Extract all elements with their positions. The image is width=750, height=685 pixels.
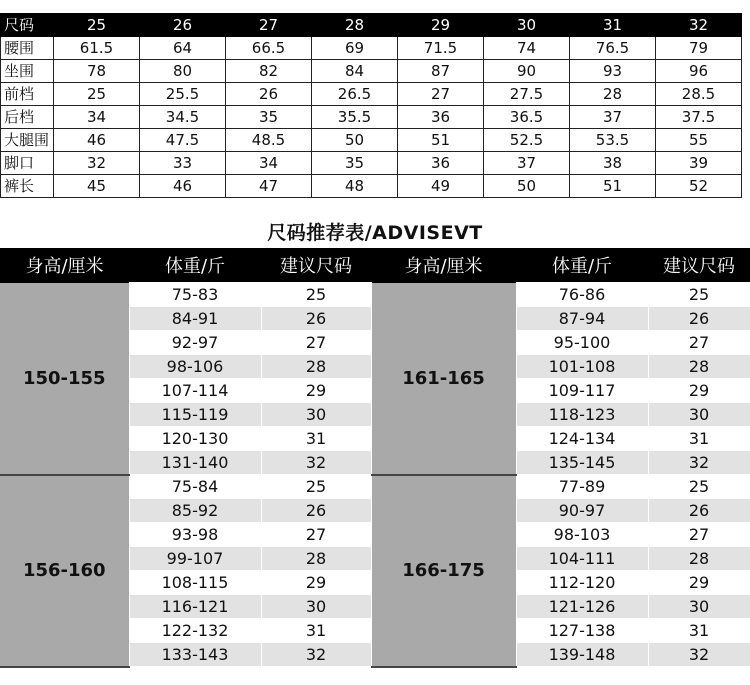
weight-range: 127-138 — [516, 619, 648, 643]
size-header-cell: 31 — [570, 14, 656, 37]
weight-range: 98-106 — [129, 355, 261, 379]
suggested-size: 26 — [261, 499, 371, 523]
measurement-value: 28 — [570, 83, 656, 106]
measurement-value: 96 — [656, 60, 742, 83]
measurement-value: 27 — [398, 83, 484, 106]
suggested-size: 25 — [261, 475, 371, 499]
measurement-value: 26 — [226, 83, 312, 106]
measurement-value: 78 — [54, 60, 140, 83]
suggested-size: 31 — [648, 619, 750, 643]
measurement-value: 87 — [398, 60, 484, 83]
suggested-size: 25 — [648, 475, 750, 499]
size-header-cell: 29 — [398, 14, 484, 37]
measurement-value: 32 — [54, 152, 140, 175]
suggested-size: 29 — [648, 379, 750, 403]
height-range-right: 161-165 — [371, 283, 516, 475]
measurement-value: 34 — [226, 152, 312, 175]
suggested-size: 27 — [261, 331, 371, 355]
measurement-value: 90 — [484, 60, 570, 83]
suggested-size: 27 — [648, 523, 750, 547]
measurement-value: 28.5 — [656, 83, 742, 106]
weight-range: 139-148 — [516, 643, 648, 667]
measurement-row — [1, 60, 742, 83]
weight-range: 131-140 — [129, 451, 261, 475]
measurement-value: 35.5 — [312, 106, 398, 129]
weight-range: 135-145 — [516, 451, 648, 475]
weight-range: 133-143 — [129, 643, 261, 667]
measurement-row — [1, 83, 742, 106]
suggested-size: 30 — [648, 595, 750, 619]
measurement-value: 80 — [140, 60, 226, 83]
suggested-size: 32 — [648, 451, 750, 475]
recommendation-body — [0, 283, 750, 667]
header-size-right: 建议尺码 — [648, 248, 750, 283]
suggested-size: 30 — [261, 403, 371, 427]
weight-range: 121-126 — [516, 595, 648, 619]
measurement-label: 腰围 — [1, 37, 54, 60]
suggested-size: 31 — [261, 619, 371, 643]
weight-range: 124-134 — [516, 427, 648, 451]
measurement-value: 36 — [398, 152, 484, 175]
size-header-cell: 25 — [54, 14, 140, 37]
suggested-size: 30 — [261, 595, 371, 619]
measurement-value: 53.5 — [570, 129, 656, 152]
measurement-value: 46 — [140, 175, 226, 198]
measurement-value: 71.5 — [398, 37, 484, 60]
weight-range: 104-111 — [516, 547, 648, 571]
measurement-value: 52.5 — [484, 129, 570, 152]
measurement-value: 74 — [484, 37, 570, 60]
header-weight-right: 体重/斤 — [516, 248, 648, 283]
measurement-value: 93 — [570, 60, 656, 83]
measurement-value: 51 — [570, 175, 656, 198]
measurement-label: 后档 — [1, 106, 54, 129]
size-recommendation-table — [0, 248, 750, 668]
suggested-size: 26 — [261, 307, 371, 331]
suggested-size: 32 — [261, 643, 371, 667]
weight-range: 120-130 — [129, 427, 261, 451]
header-height-left: 身高/厘米 — [0, 248, 129, 283]
measurement-value: 51 — [398, 129, 484, 152]
measurement-value: 36 — [398, 106, 484, 129]
suggested-size: 32 — [261, 451, 371, 475]
weight-range: 93-98 — [129, 523, 261, 547]
measurement-label: 坐围 — [1, 60, 54, 83]
weight-range: 76-86 — [516, 283, 648, 307]
measurement-value: 34 — [54, 106, 140, 129]
suggested-size: 28 — [261, 355, 371, 379]
measurement-value: 47 — [226, 175, 312, 198]
suggested-size: 31 — [261, 427, 371, 451]
measurement-value: 84 — [312, 60, 398, 83]
suggested-size: 25 — [261, 283, 371, 307]
size-header-cell: 28 — [312, 14, 398, 37]
weight-range: 118-123 — [516, 403, 648, 427]
measurement-value: 34.5 — [140, 106, 226, 129]
measurement-row — [1, 152, 742, 175]
weight-range: 122-132 — [129, 619, 261, 643]
suggested-size: 31 — [648, 427, 750, 451]
suggested-size: 28 — [648, 547, 750, 571]
weight-range: 87-94 — [516, 307, 648, 331]
weight-range: 107-114 — [129, 379, 261, 403]
size-header-label: 尺码 — [1, 14, 54, 37]
measurement-value: 35 — [312, 152, 398, 175]
measurement-value: 52 — [656, 175, 742, 198]
measurement-value: 27.5 — [484, 83, 570, 106]
weight-range: 109-117 — [516, 379, 648, 403]
suggested-size: 29 — [261, 379, 371, 403]
height-range-left: 156-160 — [0, 475, 129, 667]
measurement-value: 25 — [54, 83, 140, 106]
recommendation-row — [0, 475, 750, 499]
measurement-value: 76.5 — [570, 37, 656, 60]
size-measurement-table — [0, 13, 742, 198]
measurement-value: 37.5 — [656, 106, 742, 129]
measurement-value: 48 — [312, 175, 398, 198]
suggested-size: 29 — [648, 571, 750, 595]
measurement-value: 39 — [656, 152, 742, 175]
measurement-value: 50 — [312, 129, 398, 152]
recommendation-title: 尺码推荐表/ADVISEVT — [267, 222, 483, 244]
measurement-value: 26.5 — [312, 83, 398, 106]
weight-range: 115-119 — [129, 403, 261, 427]
size-header-cell: 32 — [656, 14, 742, 37]
weight-range: 84-91 — [129, 307, 261, 331]
suggested-size: 32 — [648, 643, 750, 667]
measurement-row — [1, 175, 742, 198]
suggested-size: 28 — [261, 547, 371, 571]
measurement-value: 33 — [140, 152, 226, 175]
header-height-right: 身高/厘米 — [371, 248, 516, 283]
measurement-value: 37 — [570, 106, 656, 129]
measurement-value: 37 — [484, 152, 570, 175]
measurement-value: 50 — [484, 175, 570, 198]
weight-range: 75-83 — [129, 283, 261, 307]
weight-range: 116-121 — [129, 595, 261, 619]
weight-range: 75-84 — [129, 475, 261, 499]
suggested-size: 27 — [648, 331, 750, 355]
measurement-label: 大腿围 — [1, 129, 54, 152]
weight-range: 90-97 — [516, 499, 648, 523]
measurement-value: 82 — [226, 60, 312, 83]
measurement-value: 47.5 — [140, 129, 226, 152]
size-header-cell: 30 — [484, 14, 570, 37]
weight-range: 77-89 — [516, 475, 648, 499]
size-header-row — [1, 14, 742, 37]
suggested-size: 30 — [648, 403, 750, 427]
measurement-label: 脚口 — [1, 152, 54, 175]
weight-range: 85-92 — [129, 499, 261, 523]
size-table-body — [1, 14, 742, 198]
suggested-size: 28 — [648, 355, 750, 379]
weight-range: 99-107 — [129, 547, 261, 571]
measurement-row — [1, 106, 742, 129]
measurement-value: 55 — [656, 129, 742, 152]
suggested-size: 26 — [648, 499, 750, 523]
header-weight-left: 体重/斤 — [129, 248, 261, 283]
measurement-value: 48.5 — [226, 129, 312, 152]
height-range-right: 166-175 — [371, 475, 516, 667]
measurement-row — [1, 129, 742, 152]
measurement-value: 46 — [54, 129, 140, 152]
measurement-label: 裤长 — [1, 175, 54, 198]
measurement-value: 38 — [570, 152, 656, 175]
measurement-label: 前档 — [1, 83, 54, 106]
weight-range: 101-108 — [516, 355, 648, 379]
recommendation-header-row — [0, 248, 750, 283]
measurement-value: 64 — [140, 37, 226, 60]
weight-range: 108-115 — [129, 571, 261, 595]
measurement-value: 79 — [656, 37, 742, 60]
suggested-size: 25 — [648, 283, 750, 307]
size-header-cell: 27 — [226, 14, 312, 37]
weight-range: 95-100 — [516, 331, 648, 355]
weight-range: 112-120 — [516, 571, 648, 595]
measurement-value: 36.5 — [484, 106, 570, 129]
measurement-value: 69 — [312, 37, 398, 60]
measurement-value: 49 — [398, 175, 484, 198]
recommendation-row — [0, 283, 750, 307]
height-range-left: 150-155 — [0, 283, 129, 475]
suggested-size: 26 — [648, 307, 750, 331]
weight-range: 98-103 — [516, 523, 648, 547]
size-header-cell: 26 — [140, 14, 226, 37]
measurement-value: 45 — [54, 175, 140, 198]
measurement-value: 66.5 — [226, 37, 312, 60]
suggested-size: 29 — [261, 571, 371, 595]
weight-range: 92-97 — [129, 331, 261, 355]
suggested-size: 27 — [261, 523, 371, 547]
measurement-row — [1, 37, 742, 60]
header-size-left: 建议尺码 — [261, 248, 371, 283]
measurement-value: 35 — [226, 106, 312, 129]
measurement-value: 25.5 — [140, 83, 226, 106]
measurement-value: 61.5 — [54, 37, 140, 60]
